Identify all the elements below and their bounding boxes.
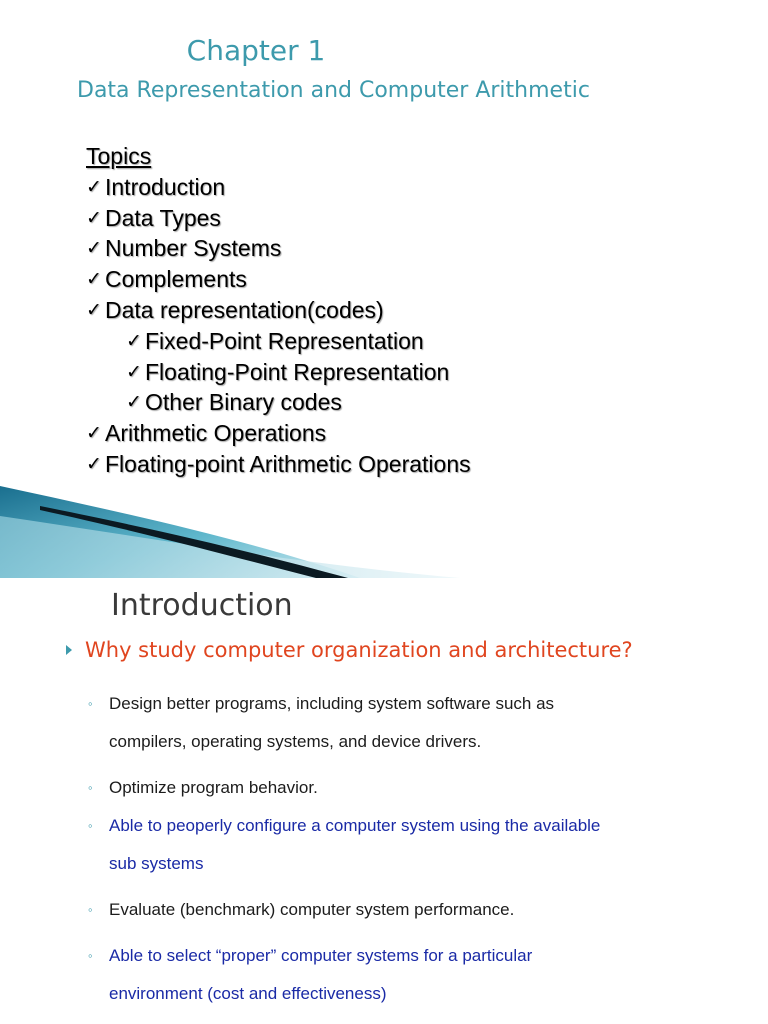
reason-line: environment (cost and effectiveness) bbox=[109, 984, 387, 1003]
topic-label: Floating-point Arithmetic Operations bbox=[105, 450, 471, 477]
topic-item bbox=[86, 295, 471, 326]
checkmark-icon: ✓ bbox=[86, 268, 102, 291]
slide-title: Introduction bbox=[111, 588, 293, 623]
topic-item bbox=[86, 326, 471, 357]
topic-item bbox=[86, 387, 471, 418]
slide-introduction bbox=[0, 578, 768, 1024]
checkmark-icon: ✓ bbox=[126, 391, 142, 414]
checkmark-icon: ✓ bbox=[126, 329, 142, 352]
reason-text bbox=[109, 937, 758, 1013]
circle-bullet-icon: ◦ bbox=[88, 818, 93, 833]
topic-label: Arithmetic Operations bbox=[105, 420, 327, 447]
topic-label: Number Systems bbox=[105, 235, 282, 262]
checkmark-icon: ✓ bbox=[86, 422, 102, 445]
reason-line: Evaluate (benchmark) computer system performance. bbox=[109, 900, 515, 919]
topic-label: Floating-Point Representation bbox=[145, 358, 450, 385]
reason-line: compilers, operating systems, and device drivers. bbox=[109, 732, 482, 751]
topic-label: Data representation(codes) bbox=[105, 296, 384, 323]
decorative-swoosh bbox=[0, 476, 768, 578]
chapter-title: Chapter 1 bbox=[186, 34, 326, 67]
topics-list bbox=[86, 141, 471, 480]
topics-heading: Topics bbox=[86, 143, 152, 169]
checkmark-icon: ✓ bbox=[86, 452, 102, 475]
reason-line: Design better programs, including system software such as bbox=[109, 694, 555, 713]
circle-bullet-icon: ◦ bbox=[88, 696, 93, 711]
circle-bullet-icon: ◦ bbox=[88, 780, 93, 795]
topic-item bbox=[86, 233, 471, 264]
topic-item bbox=[86, 264, 471, 295]
reason-text bbox=[109, 685, 758, 761]
topic-label: Other Binary codes bbox=[145, 389, 342, 416]
circle-bullet-icon: ◦ bbox=[88, 948, 93, 963]
topic-label: Introduction bbox=[105, 173, 226, 200]
reasons-list bbox=[88, 685, 758, 1021]
reason-item bbox=[88, 685, 758, 761]
reason-line: sub systems bbox=[109, 854, 204, 873]
checkmark-icon: ✓ bbox=[86, 206, 102, 229]
reason-line: Optimize program behavior. bbox=[109, 778, 318, 797]
topic-item bbox=[86, 357, 471, 388]
reason-item bbox=[88, 891, 758, 929]
topic-label: Fixed-Point Representation bbox=[145, 327, 424, 354]
topic-items bbox=[86, 172, 471, 480]
reason-text bbox=[109, 891, 758, 929]
topic-label: Data Types bbox=[105, 204, 221, 231]
reason-item bbox=[88, 807, 758, 883]
chapter-subtitle: Data Representation and Computer Arithmetic bbox=[77, 78, 590, 103]
circle-bullet-icon: ◦ bbox=[88, 902, 93, 917]
question-row bbox=[66, 638, 633, 662]
topic-item bbox=[86, 172, 471, 203]
reason-text bbox=[109, 769, 758, 807]
key-question: Why study computer organization and architecture? bbox=[85, 638, 633, 662]
checkmark-icon: ✓ bbox=[86, 237, 102, 260]
reason-text bbox=[109, 807, 758, 883]
checkmark-icon: ✓ bbox=[86, 175, 102, 198]
triangle-bullet-icon bbox=[66, 645, 72, 655]
topic-label: Complements bbox=[105, 266, 247, 293]
reason-item bbox=[88, 769, 758, 807]
checkmark-icon: ✓ bbox=[86, 298, 102, 321]
checkmark-icon: ✓ bbox=[126, 360, 142, 383]
topic-item bbox=[86, 418, 471, 449]
reason-line: Able to select “proper” computer systems for a particular bbox=[109, 946, 533, 965]
reason-line: Able to peoperly configure a computer system using the available bbox=[109, 816, 601, 835]
topic-item bbox=[86, 203, 471, 234]
reason-item bbox=[88, 937, 758, 1013]
